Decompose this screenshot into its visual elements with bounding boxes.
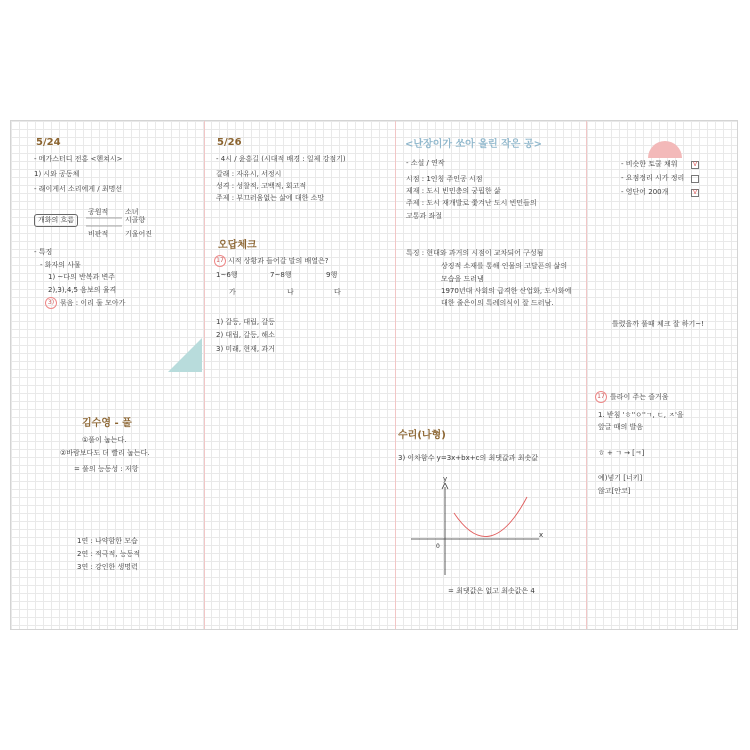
note-line: 틀라이 주는 즐거움	[610, 393, 669, 401]
note-line: 상징적 소재를 통해 인물의 고달픈의 삶의	[441, 262, 568, 270]
note-line: 1) ~다의 반복과 변주	[48, 273, 116, 281]
note-line: 주제 : 부끄러움없는 삶에 대한 소망	[216, 194, 325, 202]
origin-label: 0	[436, 543, 440, 550]
circled-number: 3)	[45, 297, 57, 309]
boxed-term: 개화의 흐름	[34, 214, 78, 227]
parabola-graph	[405, 475, 545, 585]
note-line: 특징 : 현대와 과거의 시점이 교차되어 구성됨	[406, 249, 544, 257]
note-line: - 특징	[34, 248, 53, 256]
column-divider	[586, 121, 587, 629]
math-answer: = 최댓값은 없고 최솟값은 4	[448, 587, 535, 595]
column-label: 1~6행	[216, 271, 238, 279]
novel-title: <난장이가 쏘아 올린 작은 공>	[405, 139, 542, 150]
reminder-note: 틀렸을까 풀때 체크 잘 하기~!	[612, 320, 704, 328]
checkbox-checked[interactable]: V	[692, 189, 698, 196]
note-line: 2),3),4,5 음보의 율격	[48, 286, 117, 294]
note-line: - 메가스터디 전홍 <헨쳐시>	[34, 155, 123, 163]
x-axis-label: x	[539, 531, 544, 539]
mindmap-label: 시골향	[125, 216, 146, 224]
note-line: 모습을 드러냄	[441, 275, 484, 283]
wrong-answer-heading: 오답체크	[218, 240, 257, 251]
note-line: - 소설 / 연작	[406, 159, 445, 167]
answer-option: 2) 대립, 갈등, 해소	[216, 331, 275, 339]
circled-number: 17	[595, 391, 607, 403]
mindmap-label: 공원적	[88, 208, 109, 216]
note-line: 고통과 좌절	[406, 212, 443, 220]
circled-number: 17	[214, 255, 226, 267]
note-line: 3연 : 강인한 생명력	[77, 563, 138, 571]
note-line: 예)넣기 [너키]	[598, 474, 643, 482]
column-label: 가	[229, 288, 236, 296]
date-heading: 5/26	[217, 137, 242, 148]
question-text: 시적 상황과 들어갈 말의 배열은?	[228, 257, 329, 265]
note-line: ①풀이 눕는다.	[82, 436, 127, 444]
mindmap-label: 비판적	[88, 230, 109, 238]
note-line: 갈래 : 자유시, 서정시	[216, 170, 282, 178]
poem-title: 김수영 - 풀	[82, 418, 132, 429]
note-line: ㅎ + ㄱ → [ㅋ]	[598, 449, 645, 457]
note-line: 시점 : 1인칭 주인공 시점	[406, 175, 483, 183]
math-heading: 수리(나형)	[398, 430, 446, 441]
column-divider	[204, 121, 205, 629]
center-fold	[395, 121, 396, 629]
note-line: 않고[안코]	[598, 487, 631, 495]
date-heading: 5/24	[36, 137, 61, 148]
teal-triangle-decoration	[168, 338, 202, 372]
mindmap-label: 소녀	[125, 208, 139, 216]
note-line: 1연 : 나약함한 모습	[77, 537, 138, 545]
checkbox-unchecked[interactable]	[691, 175, 699, 183]
note-line: 1) 시와 공동체	[34, 170, 80, 178]
todo-item: - 요점정리 시가 정리	[621, 174, 685, 182]
note-line: 주제 : 도시 재개발로 쫓겨난 도시 빈민들의	[406, 199, 537, 207]
note-line: 묶음 : 이리 둘 모아가	[60, 299, 126, 307]
note-line: 제재 : 도시 빈민층의 궁핍한 삶	[406, 187, 501, 195]
parabola-curve	[454, 497, 527, 537]
answer-option: 1) 갈등, 대립, 갈등	[216, 318, 275, 326]
y-axis-label: y	[443, 475, 448, 483]
todo-item: - 영단어 200개	[621, 188, 669, 196]
note-line: 앞글 때의 발음	[598, 423, 644, 431]
note-line: 성격 : 성찰적, 고백적, 회고적	[216, 182, 307, 190]
todo-item: - 비슷한 토쿨 채워	[621, 160, 678, 168]
mindmap-label: 기울어진	[125, 230, 153, 238]
note-line: = 풀의 능동성 : 저항	[74, 465, 139, 473]
column-label: 7~8행	[270, 271, 292, 279]
mindmap-arrows	[84, 212, 124, 232]
answer-option: 3) 미래, 현재, 과거	[216, 345, 275, 353]
note-line: - 화자의 사물	[40, 261, 81, 269]
note-line: 1. 받침 'ㅎ''ㅇ''ㄱ, ㄷ, ㅈ'을	[598, 411, 684, 419]
note-line: - 래이게서 소리에게 / 최명선	[34, 185, 123, 193]
checkbox-checked[interactable]: V	[692, 161, 698, 168]
column-label: 나	[287, 288, 294, 296]
note-line: - 4시 / 윤흥길 (시대적 배경 : 일제 강점기)	[216, 155, 346, 163]
note-line: 대한 줄은이의 특례의식이 잘 드러남.	[441, 299, 554, 307]
column-label: 다	[334, 288, 341, 296]
note-line: 2연 : 적극적, 능동적	[77, 550, 141, 558]
note-line: 1970년대 사회의 급격한 산업화, 도시화에	[441, 287, 572, 295]
note-line: ②바람보다도 더 빨리 눕는다.	[60, 449, 150, 457]
column-label: 9행	[326, 271, 338, 279]
math-question: 3) 이차함수 y=3x+bx+c의 최댓값과 최솟값	[398, 454, 538, 462]
